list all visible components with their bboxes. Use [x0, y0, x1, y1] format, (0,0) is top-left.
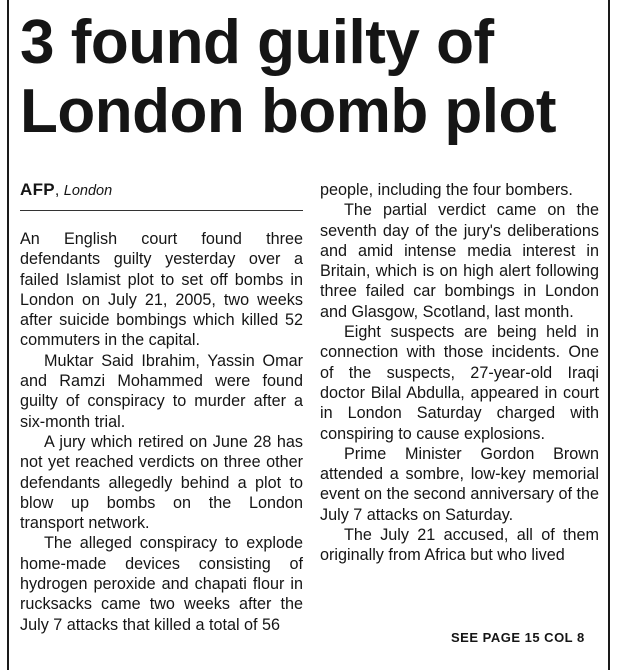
paragraph: An English court found three defendants guilty yesterday over a failed Islamist plot to set off bombs in London on July 21, 2005, two weeks after suicide bombings which killed 52 commuters in the capital.	[20, 230, 303, 350]
article-column-2	[320, 180, 599, 566]
paragraph: A jury which retired on June 28 has not yet reached verdicts on three other defendants allegedly behind a plot to blow up bombs on the London transport network.	[20, 432, 303, 533]
byline-place: London	[63, 183, 113, 199]
paragraph: The July 21 accused, all of them originally from Africa but who lived	[320, 526, 599, 565]
headline-line-2: London bomb plot	[20, 77, 557, 146]
paragraph: Muktar Said Ibrahim, Yassin Omar and Ramzi Mohammed were found guilty of conspiracy to murder after a six-month trial.	[20, 351, 303, 431]
article-column-1	[20, 180, 303, 635]
headline	[20, 8, 600, 146]
paragraph: Eight suspects are being held in connection with those incidents. One of the suspects, 27-year-old Iraqi doctor Bilal Abdulla, appeared in court in London Saturday charged with conspiring to cause explosions.	[320, 323, 599, 443]
jump-line: SEE PAGE 15 COL 8	[451, 630, 585, 645]
left-column-rule	[7, 0, 9, 670]
headline-line-1: 3 found guilty of	[20, 8, 494, 77]
paragraph: Prime Minister Gordon Brown attended a sombre, low-key memorial event on the second anniversary of the July 7 attacks on Saturday.	[320, 444, 599, 524]
paragraph: The partial verdict came on the seventh day of the jury's deliberations and amid intense media interest in Britain, which is on high alert following three failed car bombings in London and Glasgow, Scotland, last month.	[320, 201, 599, 321]
byline	[20, 180, 303, 211]
paragraph-continuation: people, including the four bombers.	[320, 181, 573, 199]
byline-agency: AFP	[20, 180, 55, 199]
right-column-rule	[608, 0, 610, 670]
paragraph: The alleged conspiracy to explode home-made devices consisting of hydrogen peroxide and chapati flour in rucksacks came two weeks after the July 7 attacks that killed a total of 56	[20, 534, 303, 634]
byline-separator: ,	[54, 182, 64, 199]
